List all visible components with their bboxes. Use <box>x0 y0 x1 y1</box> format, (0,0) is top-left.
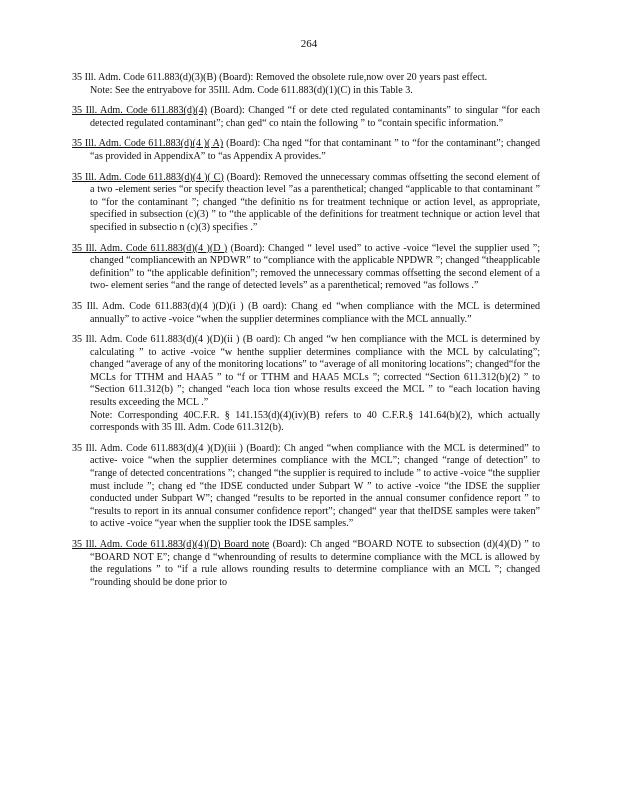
entry-citation: 35 Ill. Adm. Code 611.883(d)(4 )(D)(ii ) <box>72 334 240 346</box>
entry-note: Note: See the entryabove for 35Ill. Adm. Code 611.883(d)(1)(C) in this Table 3. <box>90 84 413 96</box>
entry-citation: 35 Ill. Adm. Code 611.883(d)(4 )( C) <box>72 171 224 183</box>
entry-paragraph <box>72 443 540 531</box>
list-item <box>72 443 540 531</box>
list-item <box>72 172 540 235</box>
list-item <box>72 105 540 130</box>
entry-citation: 35 Ill. Adm. Code 611.883(d)(3)(B) <box>72 72 217 83</box>
entry-text: (B oard): Ch anged “w hen compliance with the MCL is determined by calculating ” to active -voice “w henthe supplier determines compliance with the MCL by calculating”; changed “average of any of the monitoring locations” to “average of all monitoring locations”; changed“for the MCLs for TTHM and HAA5 ” to “f or TTHM and HAA5 MCLs ”; corrected “Section 611.312(b)(2) ” to “Section 611.312(b) ”; changed “each loca tion whose results exceed the MCL ” to “each location having results exceeding the MCL .” <box>90 334 541 409</box>
entry-text: (Board): Ch anged “BOARD NOTE to subsection (d)(4)(D) ” to “BOARD NOT E”; change d “whenrounding of results to determine compliance with the MCL is allowed by the regulations ” to “if a rule allows rounding results to determine compliance with an MCL ”; changed “rounding should be done prior to <box>90 539 540 588</box>
entry-text: (Board): Changed “ level used” to active -voice “level the supplier used ”; changed “compliancewith an NPDWR” to “compliance with the applicable NPDWR ”; changed “theapplicable definition” to “the applicable definition”; removed the unnecessary commas offsetting the second element of a two- element series “and the range of detected levels” as a parenthetical; removed “as follows .” <box>90 242 541 292</box>
entry-citation: 35 Ill. Adm. Code 611.883(d)(4)(D) Board note <box>72 539 270 550</box>
entry-paragraph <box>72 105 540 130</box>
list-item <box>72 301 540 326</box>
entry-citation: 35 Ill. Adm. Code 611.883(d)(4 )(D)(i ) <box>72 300 244 312</box>
table-entries <box>72 72 540 597</box>
entry-paragraph <box>72 72 540 85</box>
entry-paragraph <box>72 301 540 326</box>
entry-text: (Board): Changed “f or dete cted regulated contaminants” to singular “for each detected regulated contaminant”; chan ged“ co ntain the following ” to “contain specific information.” <box>90 105 540 129</box>
entry-note: Note: Corresponding 40C.F.R. § 141.153(d)(4)(iv)(B) refers to 40 C.F.R.§ 141.64(b)(2), which actually corresponds with 35 Ill. Adm. Code 611.312(b). <box>90 409 540 434</box>
entry-paragraph <box>72 243 540 293</box>
list-item <box>72 539 540 589</box>
entry-citation: 35 Ill. Adm. Code 611.883(d)(4 )(D ) <box>72 242 228 254</box>
entry-citation: 35 Ill. Adm. Code 611.883(d)(4 )( A) <box>72 138 224 150</box>
entry-citation: 35 Ill. Adm. Code 611.883(d)(4) <box>72 105 208 117</box>
entry-paragraph <box>72 539 540 589</box>
entry-paragraph <box>72 172 540 235</box>
list-item <box>72 138 540 163</box>
entry-paragraph <box>72 334 540 410</box>
list-item <box>72 72 540 97</box>
list-item <box>72 334 540 435</box>
entry-text: (Board): Removed the unnecessary commas offsetting the second element of a two -element series “or specify theaction level ”as a parenthetical; changed “applicable to that contaminant ” to “for the contaminant ”; changed “the definitio ns for treatment technique or action level, as appropriate, specified in subsection (c)(3) ” to “the applicable of the definitions for treatment technique or action level that specified in subsectio n (c)(3) specifies .” <box>90 171 540 233</box>
entry-text: (B oard): Chang ed “when compliance with the MCL is determined annually” to active -voice “when the supplier determines compliance with the MCL annually.” <box>90 300 540 325</box>
entry-text: (Board): Removed the obsolete rule,now over 20 years past effect. <box>216 72 488 83</box>
list-item <box>72 243 540 293</box>
entry-text: (Board): Cha nged “for that contaminant ” to “for the contaminant”; changed “as provided in AppendixA” to “as Appendix A provides.” <box>90 138 540 162</box>
entry-citation: 35 Ill. Adm. Code 611.883(d)(4 )(D)(iii ) <box>72 442 243 454</box>
page-number: 264 <box>300 38 318 50</box>
entry-text: (Board): Ch anged “when compliance with the MCL is determined” to active- voice “when the supplier determines compliance with the MCL”; changed “range of detection” to “range of detected concentrations ”; changed “the supplier is required to include ” to active -voice “the supplier must include ”; chang ed “the IDSE conducted under Subpart W ” to active -voice “the IDSE the supplier conducted under Subpart W”; changed “results to be reported in the annual consumer confidence report ” to “results to report in its annual consumer confidence report”; changed“ year that theIDSE samples were taken” to active -voice “year when the supplier took the IDSE samples.” <box>90 442 541 530</box>
entry-paragraph <box>72 138 540 163</box>
